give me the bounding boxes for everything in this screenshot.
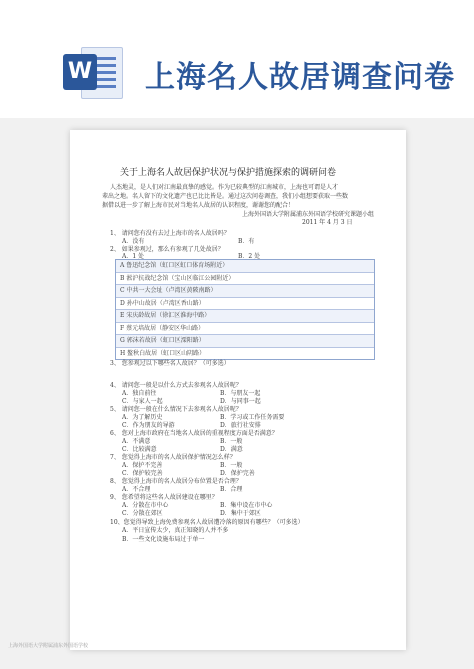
option: D．保护完善 [220, 470, 255, 477]
site-row: D 孙中山故居（卢湾区香山路） [116, 298, 374, 311]
question-8: 8、 您觉得上海市的名人故居分布位置是否合理？ [110, 478, 242, 485]
option: D．满意 [220, 446, 243, 453]
question-7: 7、 您觉得上海市的名人故居保护情况怎么样？ [110, 454, 236, 461]
watermark-text: 上海外国语大学附属浦东外国语学校 [8, 643, 89, 649]
option: B．一般 [220, 438, 243, 445]
option: B．与朋友一起 [220, 390, 261, 397]
option: D．与同事一起 [220, 398, 261, 405]
option: D．集中于郊区 [220, 510, 261, 517]
site-row: F 蔡元培故居（静安区华山路） [116, 323, 374, 336]
site-row: H 鳌秋白故居（虹口区山阴路） [120, 349, 206, 357]
question-5: 5、 请问您一般在什么情况下去参观名人故居呢？ [110, 406, 242, 413]
question-9: 9、 您希望将这些名人故居建设在哪里？ [110, 494, 218, 501]
option: A．分散在市中心 [122, 502, 169, 509]
question-1: 1、 请问您有没有去过上海市的名人故居吗？ [110, 230, 230, 237]
header-banner [0, 0, 474, 118]
option: C．作为朋友的导游 [122, 422, 175, 429]
question-2: 2、 如果参观过，那么有参观了几处故居？ [110, 246, 224, 253]
option: C．保护较完善 [122, 470, 163, 477]
question-4: 4、 请问您一般是以什么方式去参观名人故居呢？ [110, 382, 242, 389]
option: A．没有 [122, 238, 145, 245]
option: C．比较满意 [122, 446, 157, 453]
option: B．一些文化设施布局过于单一 [122, 536, 205, 543]
site-row: B 淞沪抗战纪念馆（宝山区临江公园附近） [116, 273, 374, 286]
option: A．1 处 [122, 253, 145, 260]
intro-line: 人杰地灵，是人们对江南最真挚的感觉。作为已较典型的江南城市，上海也可谓是人才 [110, 184, 339, 191]
document-title: 关于上海名人故居保护状况与保护措施探索的调研问卷 [120, 168, 337, 178]
intro-line: 据借以进一步了解上海市民对当地名人故居的认识程度，谢谢您的配合！ [102, 202, 295, 209]
option: B．有 [238, 238, 255, 245]
site-row: G 郭沫若故居（虹口区溧阳路） [116, 335, 374, 348]
document-date: 2011 年 4 月 3 日 [302, 219, 353, 226]
sites-table [115, 259, 375, 360]
option: A．平日宣传太少，真正知晓的人并不多 [122, 527, 229, 534]
option: A．不满意 [122, 438, 151, 445]
site-row: C 中共一大会址（卢湾区黄陂南路） [116, 285, 374, 298]
organization-name: 上海外国语大学附属浦东外国语学校研究课题小组 [242, 211, 375, 218]
document-page [70, 130, 406, 650]
intro-line: 辈出之地。名人留下的文化遗产也已比比皆是。通过这次问卷调查，我们小组想要获取一些数 [102, 193, 349, 200]
word-logo-badge: W [63, 54, 97, 90]
option: A．为了解历史 [122, 414, 163, 421]
option: A．不合理 [122, 486, 151, 493]
site-row: A 鲁迅纪念馆（虹口区虹口体育场附近） [116, 260, 374, 273]
option: C．分散在郊区 [122, 510, 163, 517]
option: D．旅行社安排 [220, 422, 261, 429]
option: B．学习或工作任务需要 [220, 414, 285, 421]
option: B．2 处 [238, 253, 261, 260]
option: A．独自前往 [122, 390, 157, 397]
option: B．集中设在市中心 [220, 502, 273, 509]
option: B．一般 [220, 462, 243, 469]
word-document-icon [63, 47, 125, 97]
question-6: 6、 您对上海市政府在当地名人故居的重视程度方面是否满意？ [110, 430, 278, 437]
banner-title: 上海名人故居调查问卷 [145, 60, 455, 95]
option: A．保护不完善 [122, 462, 163, 469]
site-row: E 宋庆龄故居（徐汇区淮海中路） [116, 310, 374, 323]
question-10: 10、您觉得导致上海免费参观名人故居遭冷落的原因有哪些？（可多选） [110, 519, 304, 526]
option: C．与家人一起 [122, 398, 163, 405]
option: B．合理 [220, 486, 243, 493]
question-3: 3、 您参观过以下哪些名人故居？（可多选） [110, 360, 230, 367]
